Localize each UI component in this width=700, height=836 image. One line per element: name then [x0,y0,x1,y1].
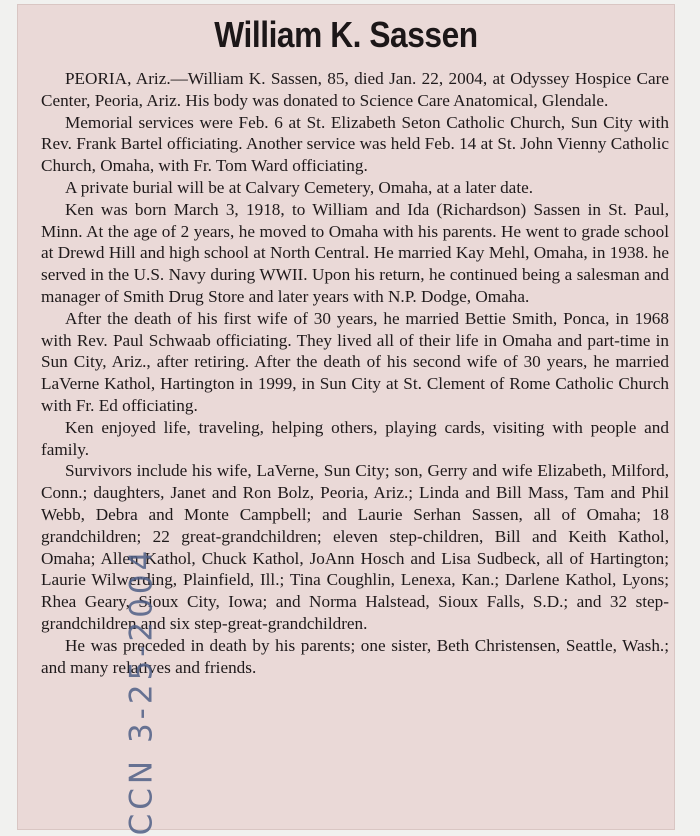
obituary-title: William K. Sassen [214,14,478,55]
paragraph-biography: Ken was born March 3, 1918, to William and Ida (Richardson) Sassen in St. Paul, Minn. At the age of 2 years, he moved to Omaha with his parents. He went to grade school at Drewd Hill and high school at North Central. He married Kay Mehl, Omaha, in 1938. he served in the U.S. Navy during WWII. Upon his return, he continued being a salesman and manager of Smith Drug Store and later years with N.P. Dodge, Omaha. [41,199,669,306]
paragraph-death-notice: PEORIA, Ariz.—William K. Sassen, 85, died Jan. 22, 2004, at Odyssey Hospice Care Center, Peoria, Ariz. His body was donated to Science Care Anatomical, Glendale. [41,69,669,110]
handwritten-date-note: CCN 3-25-2004 [123,546,160,836]
paragraph-survivors: Survivors include his wife, LaVerne, Sun City; son, Gerry and wife Elizabeth, Milford, Conn.; daughters, Janet and Ron Bolz, Peoria, Ariz.; Linda and Bill Mass, Tam and Phil Webb, Debra and Monte Campbell; and Laurie Serhan Sassen, all of Omaha; 18 grandchildren; 22 great-grandchildren; eleven step-children, Bill and Keith Kathol, Omaha; Allen Kathol, Chuck Kathol, JoAnn Hosch and Lisa Sudbeck, all of Hartington; Laurie Wilwerding, Plainfield, Ill.; Tina Coughlin, Lenexa, Kan.; Darlene Kathol, Lyons; Rhea Geary, Sioux City, Iowa; and Norma Halstead, Sioux Falls, S.D.; and 32 step-grandchildren and six step-great-grandchildren. [41,461,669,633]
paragraph-marriages: After the death of his first wife of 30 years, he married Bettie Smith, Ponca, in 1968 with Rev. Paul Schwaab officiating. They lived all of their life in Omaha and part-time in Sun City, Ariz., after retiring. After the death of his second wife of 30 years, he married LaVerne Kathol, Hartington in 1999, in Sun City at St. Clement of Rome Catholic Church with Fr. Ed officiating. [41,308,669,415]
paragraph-memorial-services: Memorial services were Feb. 6 at St. Elizabeth Seton Catholic Church, Sun City with Rev. Frank Bartel officiating. Another service was held Feb. 14 at St. John Vienny Catholic Church, Omaha, with Fr. Tom Ward officiating. [41,112,669,176]
newspaper-clipping [17,4,675,836]
paragraph-preceded: He was preceded in death by his parents; one sister, Beth Christensen, Seattle, Wash.; and many relatives and friends. [41,635,669,677]
paragraph-interests: Ken enjoyed life, traveling, helping others, playing cards, visiting with people and family. [41,417,669,459]
paragraph-burial: A private burial will be at Calvary Cemetery, Omaha, at a later date. [65,177,534,197]
